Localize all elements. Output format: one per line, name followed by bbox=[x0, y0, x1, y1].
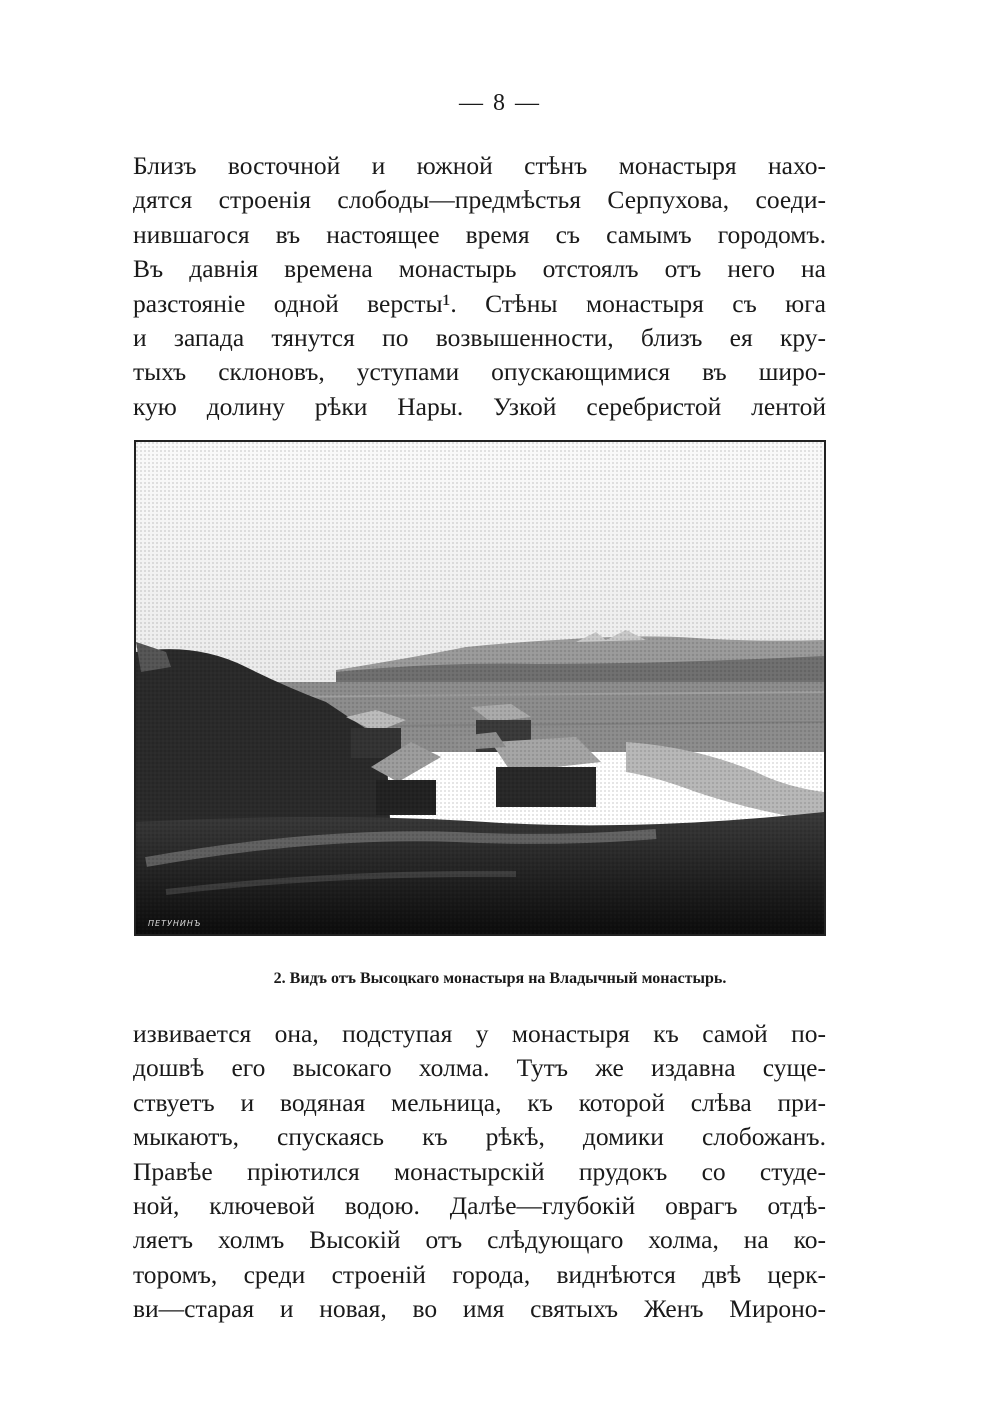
text-line: кую долину рѣки Нары. Узкой серебристой лентой bbox=[133, 391, 826, 421]
paragraph-top bbox=[133, 149, 826, 424]
text-line: Правѣе пріютился монастырскій прудокъ со студе- bbox=[133, 1156, 826, 1186]
text-line: разстояніе одной версты¹. Стѣны монастыря съ юга bbox=[133, 288, 826, 318]
text-line: торомъ, среди строеній города, виднѣются двѣ церк- bbox=[133, 1259, 826, 1289]
text-line: ляетъ холмъ Высокій отъ слѣдующаго холма, на ко- bbox=[133, 1225, 826, 1255]
text-line: мыкаютъ, спускаясь къ рѣкѣ, домики слобожанъ. bbox=[133, 1122, 826, 1152]
text-line: ви—старая и новая, во имя святыхъ Женъ Мироно- bbox=[133, 1294, 826, 1324]
text-line: дошвѣ его высокаго холма. Тутъ же издавна суще- bbox=[133, 1053, 826, 1083]
page-number: — 8 — bbox=[459, 90, 541, 116]
text-line: и запада тянутся по возвышенности, близъ ея кру- bbox=[133, 322, 826, 352]
text-line: ной, ключевой водою. Далѣе—глубокій оврагъ отдѣ- bbox=[133, 1190, 826, 1220]
landscape-photo bbox=[134, 440, 826, 936]
photo-signature: ПЕТУНИНЪ bbox=[148, 919, 202, 928]
text-line: ствуетъ и водяная мельница, къ которой слѣва при- bbox=[133, 1087, 826, 1117]
text-line: извивается она, подступая у монастыря къ самой по- bbox=[133, 1019, 826, 1048]
text-line: тыхъ склоновъ, уступами опускающимися въ широ- bbox=[133, 357, 826, 387]
text-line: нившагося въ настоящее время съ самымъ городомъ. bbox=[133, 219, 826, 249]
text-line: Близъ восточной и южной стѣнъ монастыря нахо- bbox=[133, 151, 826, 180]
paragraph-bottom bbox=[133, 1017, 826, 1327]
text-line: Въ давнія времена монастырь отстоялъ отъ него на bbox=[133, 254, 826, 284]
text-line: дятся строенія слободы—предмѣстья Серпухова, соеди- bbox=[133, 185, 826, 215]
figure-caption: 2. Видъ отъ Высоцкаго монастыря на Владычный монастырь. bbox=[273, 970, 727, 987]
